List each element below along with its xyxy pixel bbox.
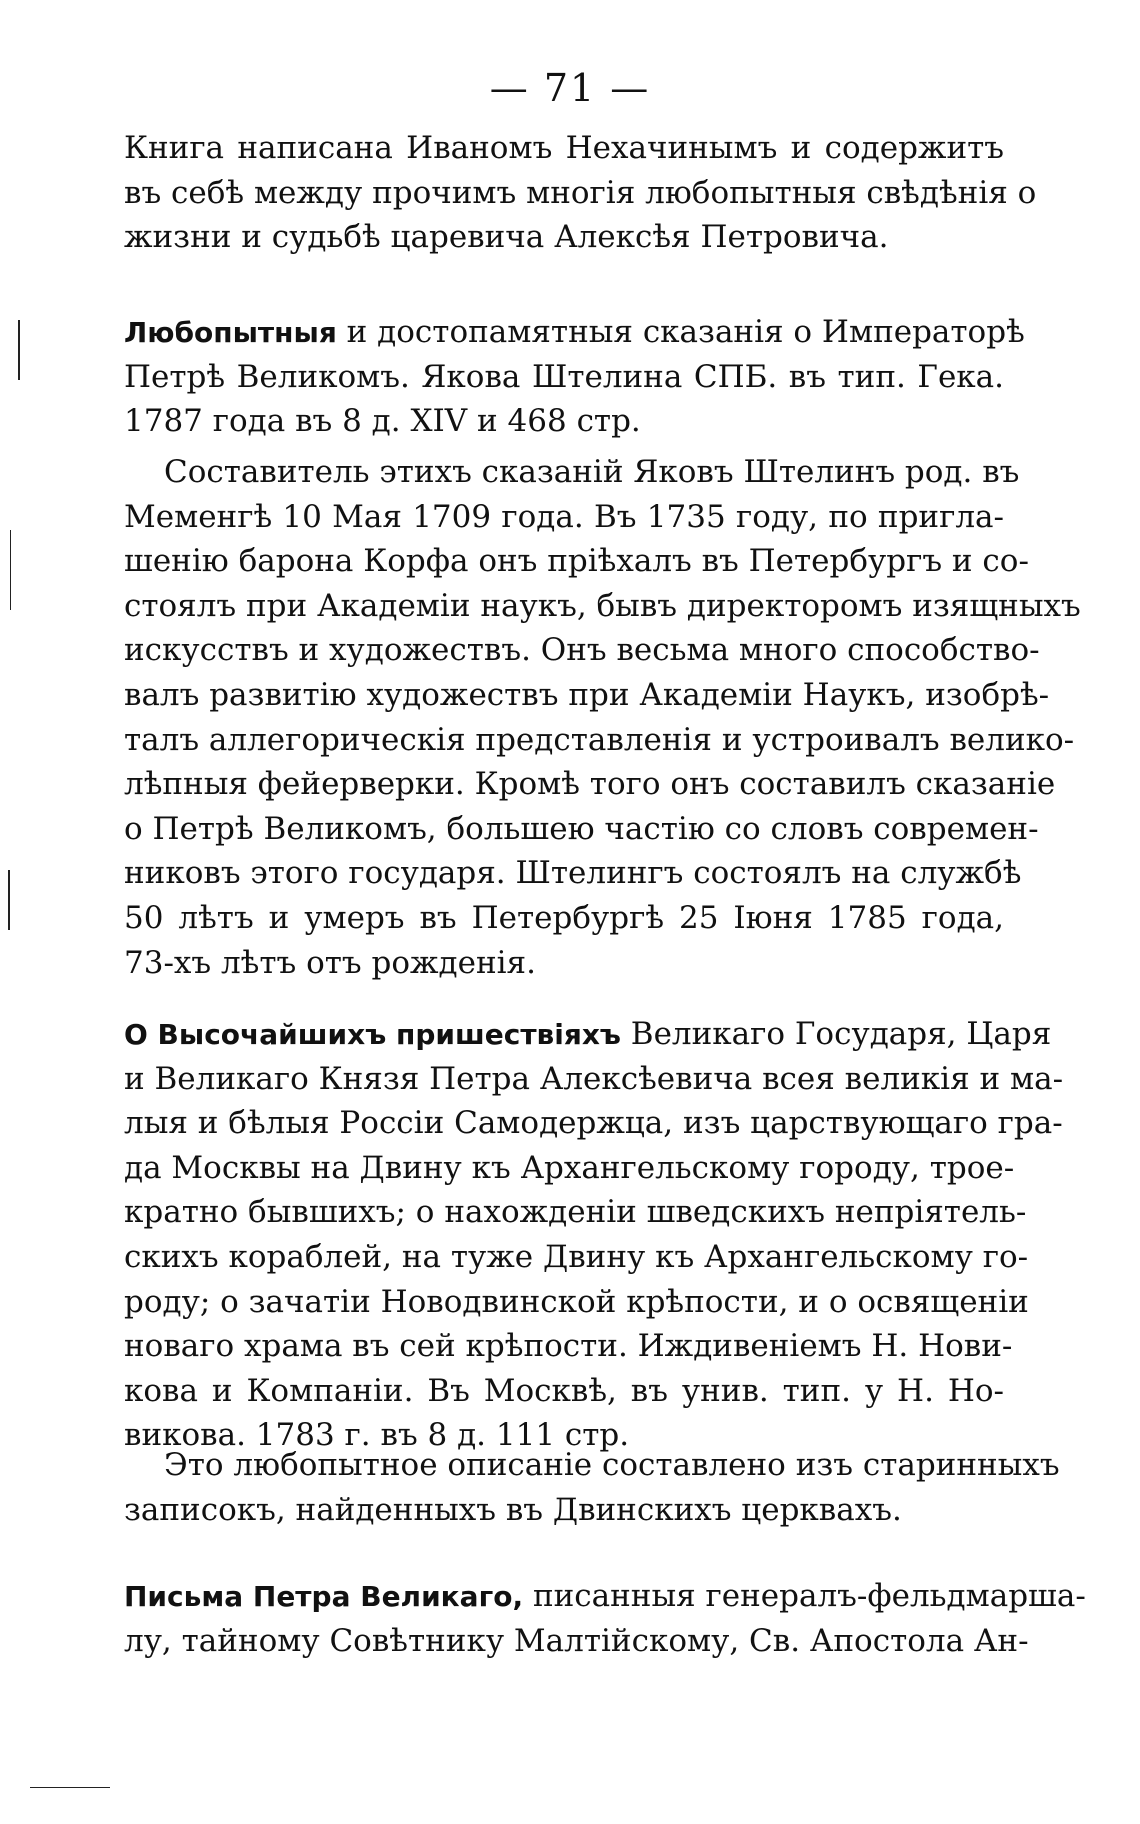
text-line: и Великаго Князя Петра Алексѣевича всея великія и ма- (124, 1060, 1064, 1097)
text-line: лѣпныя фейерверки. Кромѣ того онъ составилъ сказаніе (124, 766, 1056, 803)
text-line: въ себѣ между прочимъ многія любопытныя свѣдѣнія о (124, 174, 1037, 211)
text-line: записокъ, найденныхъ въ Двинскихъ церквахъ. (124, 1491, 902, 1528)
entry-title: О Высочайшихъ пришествіяхъ (124, 1018, 621, 1051)
text-line: искусствъ и художествъ. Онъ весьма много способство- (124, 632, 1040, 669)
text-line: новаго храма въ сей крѣпости. Иждивеніемъ Н. Нови- (124, 1328, 1013, 1365)
entry-heading-line (124, 1574, 1086, 1619)
text-line: кратно бывшихъ; о нахожденіи шведскихъ непріятель- (124, 1194, 1027, 1231)
entry-heading-line (124, 1012, 1052, 1057)
text-line: валъ развитію художествъ при Академіи Наукъ, изобрѣ- (124, 676, 1050, 713)
scan-artifact-left-margin-line (10, 530, 11, 610)
text-line: шенію барона Корфа онъ пріѣхалъ въ Петербургъ и со- (124, 543, 1029, 580)
text-line: Петрѣ Великомъ. Якова Штелина СПБ. въ тип. Гека. (124, 358, 1004, 395)
entry-3-description (124, 1443, 1060, 1532)
text-line: 73-хъ лѣтъ отъ рожденія. (124, 944, 536, 981)
text-line: кова и Компаніи. Въ Москвѣ, въ унив. тип. у Н. Но- (124, 1372, 1004, 1409)
text-line: роду; о зачатіи Новодвинской крѣпости, и о освященіи (124, 1283, 1029, 1320)
entry-2 (124, 310, 1025, 444)
page-number: — 71 — (489, 66, 651, 110)
entry-title-continuation: Великаго Государя, Царя (620, 1016, 1052, 1052)
entry-title-continuation: и достопамятныя сказанія о Императорѣ (336, 314, 1025, 350)
text-line: 1787 года въ 8 д. XIV и 468 стр. (124, 403, 641, 440)
text-line: стоялъ при Академіи наукъ, бывъ директоромъ изящныхъ (124, 587, 1081, 624)
entry-heading-line (124, 310, 1025, 355)
text-line: жизни и судьбѣ царевича Алексѣя Петровича. (124, 219, 889, 256)
text-line: Книга написана Иваномъ Нехачинымъ и содержитъ (124, 130, 1004, 166)
entry-title: Письма Петра Великаго, (124, 1580, 524, 1613)
scan-artifact-left-margin-line (18, 320, 20, 380)
entry-title: Любопытныя (124, 316, 337, 349)
text-line: Меменгѣ 10 Мая 1709 года. Въ 1735 году, по пригла- (124, 498, 1004, 535)
scan-artifact-bottom-dash (30, 1787, 110, 1788)
text-line: лыя и бѣлыя Россіи Самодержца, изъ царствующаго гра- (124, 1105, 1063, 1142)
entry-3 (124, 1012, 1064, 1458)
text-line: о Петрѣ Великомъ, большею частію со словъ современ- (124, 810, 1039, 847)
entry-title-continuation: писанныя генералъ-фельдмарша- (523, 1578, 1086, 1614)
text-line: талъ аллегорическія представленія и устроивалъ велико- (124, 721, 1075, 758)
text-line: викова. 1783 г. въ 8 д. 111 стр. (124, 1417, 630, 1454)
text-line: скихъ кораблей, на туже Двину къ Архангельскому го- (124, 1238, 1029, 1275)
entry-1 (124, 126, 1037, 260)
text-line: да Москвы на Двину къ Архангельскому городу, трое- (124, 1149, 1015, 1186)
scan-artifact-left-margin-line (8, 870, 10, 930)
text-line: Составитель этихъ сказаній Яковъ Штелинъ род. въ (164, 454, 1020, 490)
entry-2-description (124, 450, 1081, 985)
entry-4 (124, 1574, 1086, 1663)
text-line: 50 лѣтъ и умеръ въ Петербургѣ 25 Іюня 1785 года, (124, 899, 1004, 936)
text-line: никовъ этого государя. Штелингъ состоялъ на службѣ (124, 855, 1022, 892)
text-line: Это любопытное описаніе составлено изъ старинныхъ (164, 1447, 1060, 1483)
text-line: лу, тайному Совѣтнику Малтійскому, Св. Апостола Ан- (124, 1622, 1029, 1659)
